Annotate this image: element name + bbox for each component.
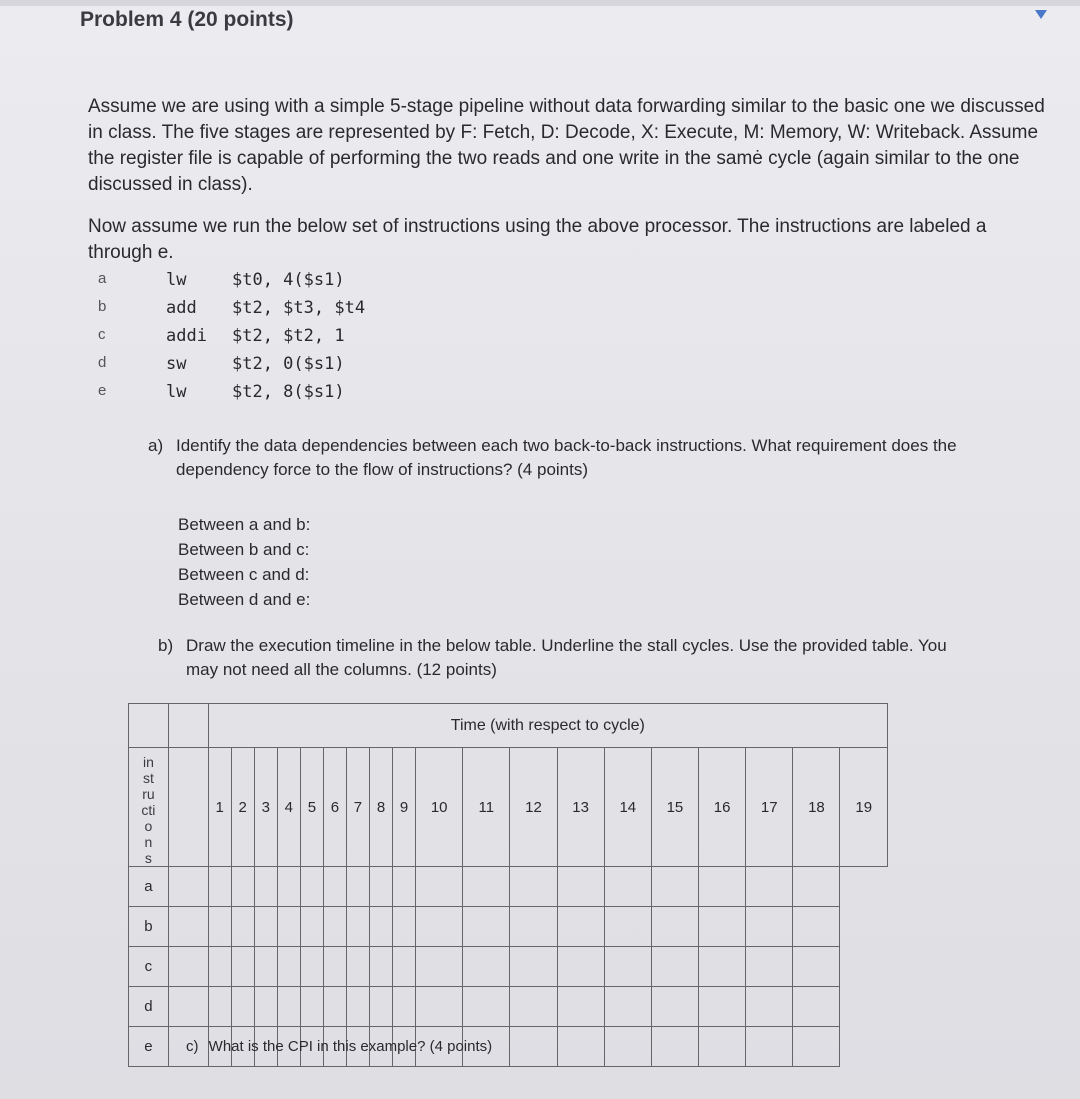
timeline-cell[interactable]	[416, 987, 463, 1027]
timeline-cell[interactable]	[346, 867, 369, 907]
timeline-cell[interactable]	[699, 987, 746, 1027]
timeline-cell[interactable]	[369, 987, 392, 1027]
timeline-cell[interactable]	[416, 907, 463, 947]
timeline-cell[interactable]	[231, 907, 254, 947]
instruction-row	[98, 352, 498, 380]
timeline-cell[interactable]	[604, 1027, 651, 1067]
timeline-cell[interactable]	[793, 1027, 840, 1067]
timeline-row	[129, 907, 888, 947]
timeline-cell[interactable]	[277, 987, 300, 1027]
corner-cell-2	[168, 704, 208, 748]
timeline-cell[interactable]	[168, 947, 208, 987]
timeline-cell[interactable]	[746, 907, 793, 947]
timeline-cell[interactable]	[416, 867, 463, 907]
instruction-operands: $t2, $t2, 1	[232, 326, 345, 346]
timeline-cell[interactable]	[208, 907, 231, 947]
timeline-cell[interactable]	[231, 987, 254, 1027]
side-label-line: o	[144, 818, 153, 834]
part-a-answers	[178, 512, 310, 612]
cycle-number-cell: 2	[231, 748, 254, 867]
cycle-number-cell: 12	[510, 748, 557, 867]
instruction-operands: $t2, 8($s1)	[232, 382, 345, 402]
part-c	[186, 1038, 492, 1055]
timeline-cell[interactable]	[168, 987, 208, 1027]
timeline-cell[interactable]	[323, 947, 346, 987]
instruction-label: d	[98, 354, 107, 371]
part-c-prefix: c)	[186, 1038, 199, 1055]
timeline-cell[interactable]	[510, 907, 557, 947]
timeline-cell[interactable]	[557, 947, 604, 987]
timeline-cell[interactable]	[277, 947, 300, 987]
cycle-number-cell: 13	[557, 748, 604, 867]
instruction-operands: $t2, 0($s1)	[232, 354, 345, 374]
cycle-number-cell: 7	[346, 748, 369, 867]
cycle-number-cell: 15	[651, 748, 698, 867]
cycle-number-cell: 19	[840, 748, 888, 867]
between-d-e: Between d and e:	[178, 590, 311, 609]
label-header-cell	[168, 748, 208, 867]
instruction-row	[98, 268, 498, 296]
instruction-operands: $t0, 4($s1)	[232, 270, 345, 290]
row-label-cell: a	[129, 867, 169, 907]
timeline-cell[interactable]	[300, 987, 323, 1027]
cycle-number-cell: 9	[393, 748, 416, 867]
timeline-cell[interactable]	[604, 987, 651, 1027]
timeline-cell[interactable]	[699, 867, 746, 907]
part-b-question: Draw the execution timeline in the below table. Underline the stall cycles. Use the provided table. You may not need all the columns. (12 points)	[186, 636, 947, 679]
timeline-cell[interactable]	[393, 867, 416, 907]
side-label-line: s	[144, 850, 152, 866]
timeline-cell[interactable]	[746, 1027, 793, 1067]
cycle-number-cell: 6	[323, 748, 346, 867]
time-header: Time (with respect to cycle)	[208, 704, 887, 748]
timeline-cell[interactable]	[277, 867, 300, 907]
timeline-cell[interactable]	[323, 867, 346, 907]
timeline-cell[interactable]	[651, 1027, 698, 1067]
instruction-row	[98, 296, 498, 324]
timeline-cell[interactable]	[168, 867, 208, 907]
timeline-cell[interactable]	[463, 867, 510, 907]
instruction-label: a	[98, 270, 107, 287]
cycle-number-cell: 5	[300, 748, 323, 867]
timeline-cell[interactable]	[557, 867, 604, 907]
timeline-cell[interactable]	[277, 907, 300, 947]
timeline-cell[interactable]	[416, 947, 463, 987]
instruction-list	[98, 268, 498, 408]
cycle-number-cell: 14	[604, 748, 651, 867]
timeline-cell[interactable]	[369, 907, 392, 947]
timeline-cell[interactable]	[300, 907, 323, 947]
timeline-cell[interactable]	[208, 987, 231, 1027]
side-label-line: in	[142, 754, 154, 770]
timeline-table	[128, 703, 888, 1067]
side-label-line: st	[142, 770, 154, 786]
timeline-cell[interactable]	[793, 867, 840, 907]
timeline-cell[interactable]	[369, 867, 392, 907]
part-b-prefix: b)	[158, 636, 174, 655]
row-label-cell: b	[129, 907, 169, 947]
timeline-cell[interactable]	[168, 907, 208, 947]
timeline-cell[interactable]	[557, 907, 604, 947]
timeline-cell[interactable]	[604, 867, 651, 907]
cycle-number-cell: 16	[699, 748, 746, 867]
problem-title: Problem 4 (20 points)	[80, 8, 294, 31]
timeline-cell[interactable]	[463, 947, 510, 987]
scroll-down-arrow-icon[interactable]	[1035, 10, 1047, 19]
timeline-cell[interactable]	[510, 867, 557, 907]
timeline-cell[interactable]	[510, 987, 557, 1027]
part-a-question: Identify the data dependencies between each two back-to-back instructions. What requirement does the dependency force to the flow of instructions? (4 points)	[176, 436, 957, 479]
instruction-label: b	[98, 298, 107, 315]
part-a-prefix: a)	[148, 436, 164, 455]
timeline-cell[interactable]	[208, 947, 231, 987]
instruction-opcode: add	[166, 298, 197, 318]
timeline-cell[interactable]	[254, 867, 277, 907]
timeline-cell[interactable]	[793, 947, 840, 987]
side-label-line: cti	[141, 802, 156, 818]
intro-paragraph-2: Now assume we run the below set of instructions using the above processor. The instructions are labeled a through e.	[88, 216, 987, 263]
timeline-cell[interactable]	[651, 987, 698, 1027]
cycle-number-cell: 3	[254, 748, 277, 867]
timeline-row	[129, 867, 888, 907]
timeline-cell[interactable]	[323, 987, 346, 1027]
between-b-c: Between b and c:	[178, 540, 310, 559]
side-label-line: ru	[142, 786, 155, 802]
timeline-cell[interactable]	[393, 907, 416, 947]
timeline-cell[interactable]	[746, 987, 793, 1027]
timeline-row	[129, 987, 888, 1027]
cycle-number-cell: 4	[277, 748, 300, 867]
page-top-border	[0, 0, 1080, 6]
timeline-cell[interactable]	[300, 867, 323, 907]
timeline-cell[interactable]	[510, 1027, 557, 1067]
instruction-row	[98, 324, 498, 352]
timeline-cell[interactable]	[604, 907, 651, 947]
timeline-cell[interactable]	[369, 947, 392, 987]
cycle-number-cell: 10	[416, 748, 463, 867]
timeline-cell[interactable]	[651, 867, 698, 907]
timeline-cell[interactable]	[699, 947, 746, 987]
instruction-label: c	[98, 326, 106, 343]
timeline-cell[interactable]	[746, 947, 793, 987]
timeline-cell[interactable]	[254, 907, 277, 947]
side-label-line: n	[144, 834, 153, 850]
timeline-cell[interactable]	[793, 987, 840, 1027]
timeline-cell[interactable]	[793, 907, 840, 947]
instruction-operands: $t2, $t3, $t4	[232, 298, 366, 318]
instruction-opcode: lw	[166, 382, 187, 402]
timeline-cell[interactable]	[300, 947, 323, 987]
timeline-cell[interactable]	[254, 987, 277, 1027]
timeline-cell[interactable]	[231, 947, 254, 987]
instruction-row	[98, 380, 498, 408]
cycle-number-cell: 17	[746, 748, 793, 867]
cycle-number-cell: 18	[793, 748, 840, 867]
row-label-cell: c	[129, 947, 169, 987]
instruction-label: e	[98, 382, 107, 399]
timeline-cell[interactable]	[346, 987, 369, 1027]
timeline-cell[interactable]	[254, 947, 277, 987]
part-b	[158, 634, 978, 682]
between-c-d: Between c and d:	[178, 565, 310, 584]
corner-cell-1	[129, 704, 169, 748]
instruction-opcode: sw	[166, 354, 187, 374]
instructions-side-label	[129, 748, 169, 867]
timeline-cell[interactable]	[604, 947, 651, 987]
timeline-cell[interactable]	[208, 867, 231, 907]
timeline-cell[interactable]	[463, 987, 510, 1027]
timeline-cell[interactable]	[557, 987, 604, 1027]
cycle-number-cell: 8	[369, 748, 392, 867]
timeline-cell[interactable]	[231, 867, 254, 907]
timeline-cell[interactable]	[393, 987, 416, 1027]
row-label-cell: e	[129, 1027, 169, 1067]
cycle-number-cell: 1	[208, 748, 231, 867]
timeline-cell[interactable]	[699, 1027, 746, 1067]
timeline-cell[interactable]	[346, 907, 369, 947]
timeline-row	[129, 947, 888, 987]
timeline-cell[interactable]	[651, 907, 698, 947]
cycle-number-cell: 11	[463, 748, 510, 867]
timeline-cell[interactable]	[699, 907, 746, 947]
part-c-question: What is the CPI in this example? (4 points)	[208, 1038, 493, 1055]
between-a-b: Between a and b:	[178, 515, 311, 534]
timeline-cell[interactable]	[393, 947, 416, 987]
timeline-cell[interactable]	[557, 1027, 604, 1067]
part-a	[148, 434, 978, 482]
timeline-cell[interactable]	[651, 947, 698, 987]
timeline-cell[interactable]	[463, 907, 510, 947]
intro-paragraph-1: Assume we are using with a simple 5-stage pipeline without data forwarding similar to the basic one we discussed in class. The five stages are represented by F: Fetch, D: Decode, X: Execute, M: Memory, W: Writeback. Assume the register file is capable of performing the two reads and one write in the samė cycle (again similar to the one discussed in class).	[88, 96, 1045, 195]
row-label-cell: d	[129, 987, 169, 1027]
instruction-opcode: addi	[166, 326, 207, 346]
timeline-cell[interactable]	[323, 907, 346, 947]
timeline-cell[interactable]	[346, 947, 369, 987]
timeline-cell[interactable]	[746, 867, 793, 907]
instruction-opcode: lw	[166, 270, 187, 290]
timeline-cell[interactable]	[510, 947, 557, 987]
